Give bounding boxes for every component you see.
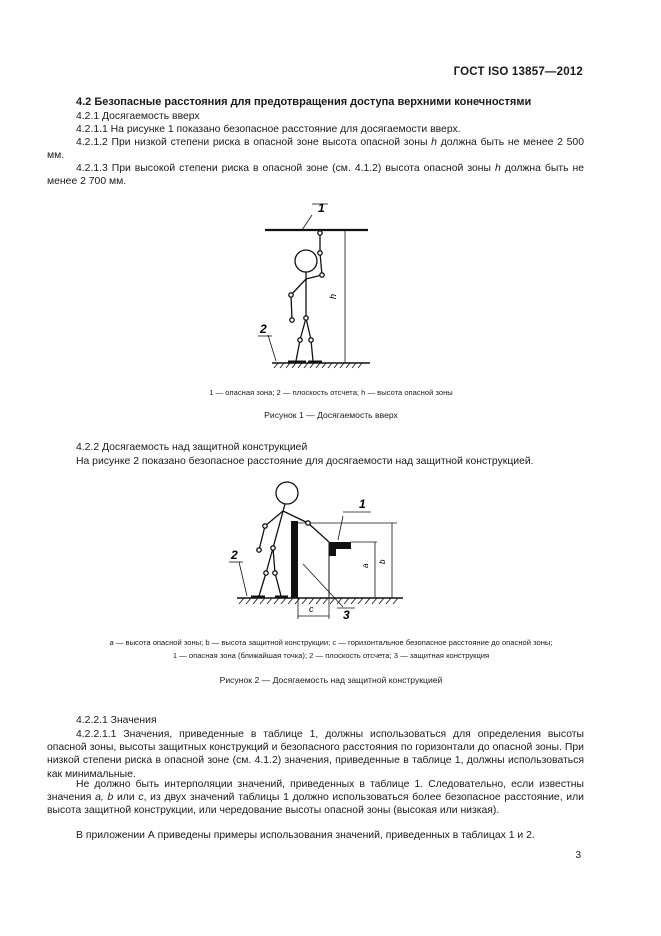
figure-2-caption: Рисунок 2 — Досягаемость над защитной конструкцией (219, 675, 443, 685)
paragraph-4-2-1-2: 4.2.1.2 При низкой степени риска в опасной зоне высота опасной зоны h должна быть не менее 2 500 мм. (47, 137, 584, 162)
label-b: b (378, 559, 387, 564)
figure-1-drawing (250, 195, 380, 370)
paragraph-4-2-2-1: 4.2.2.1 Значения (76, 715, 157, 726)
protective-structure (291, 521, 298, 598)
ground-hatch-2 (239, 598, 398, 604)
label-h: h (328, 293, 338, 299)
paragraph-annex-a: В приложении А приведены примеры использования значений, приведенных в таблицах 1 и 2. (76, 830, 535, 841)
danger-zone-block-vert (329, 542, 336, 556)
label-2: 2 (260, 322, 267, 336)
paragraph-4-2-2: 4.2.2 Досягаемость над защитной конструкцией (76, 442, 308, 453)
figure-2-legend-line-1: a — высота опасной зоны; b — высота защитной конструкции; c — горизонтальное безопасное расстояние до опасной зоны; (109, 638, 553, 647)
paragraph-4-2-1-3: 4.2.1.3 При высокой степени риска в опасной зоне (см. 4.1.2) высота опасной зоны h должна быть не менее 2 700 мм. (47, 163, 584, 188)
leader-1 (302, 215, 312, 230)
human-figure-1 (288, 231, 324, 362)
paragraph-4-2-2-intro: На рисунке 2 показано безопасное расстояние для досягаемости над защитной конструкцией. (76, 456, 534, 467)
paragraph-4-2-1-1: 4.2.1.1 На рисунке 1 показано безопасное расстояние для досягаемости вверх. (76, 124, 461, 136)
label-3: 3 (343, 608, 350, 622)
label-c: c (309, 604, 314, 614)
label-1-fig2: 1 (359, 497, 366, 511)
section-text-block (76, 110, 584, 136)
leader-3 (303, 564, 343, 607)
figure-2-drawing (225, 478, 410, 628)
document-code: ГОСТ ISO 13857—2012 (453, 66, 583, 78)
leader-2 (268, 335, 276, 361)
figure-1-legend: 1 — опасная зона; 2 — плоскость отсчета; h — высота опасной зоны (209, 388, 453, 397)
paragraph-4-2-1: 4.2.1 Досягаемость вверх (76, 111, 200, 122)
paragraph-4-2-2-1-1: 4.2.2.1.1 Значения, приведенные в таблице 1, должны использоваться для определения высоты опасной зоны, высоты защитных конструкций и безопасного расстояния по горизонтали до опасной зоны. При низкой степени риска в опасной зоне (см. 4.1.2) значения, приведенные в таблице 1, должны использоваться как минимальные. (47, 729, 584, 780)
label-a: a (361, 563, 370, 568)
figure-2-legend-line-2: 1 — опасная зона (ближайшая точка); 2 — плоскость отсчета; 3 — защитная конструкция (172, 651, 490, 660)
paragraph-interpolation: Не должно быть интерполяции значений, приведенных в таблице 1. Следовательно, если известны значения a, b или c, из двух значений таблицы 1 должно использоваться более безопасное расстояние, или высота защитной конструкции, или чередование высоты опасной зоны (высокая или низкая). (47, 779, 584, 817)
figure-2-legend (40, 636, 622, 662)
figure-1-caption: Рисунок 1 — Досягаемость вверх (264, 410, 398, 420)
label-1: 1 (318, 201, 325, 215)
label-2-fig2: 2 (231, 548, 238, 562)
leader-1-fig2 (338, 516, 343, 540)
page-number: 3 (575, 850, 581, 861)
section-title-4-2: 4.2 Безопасные расстояния для предотвращения доступа верхними конечностями (76, 96, 532, 108)
leader-2-fig2 (239, 562, 247, 596)
